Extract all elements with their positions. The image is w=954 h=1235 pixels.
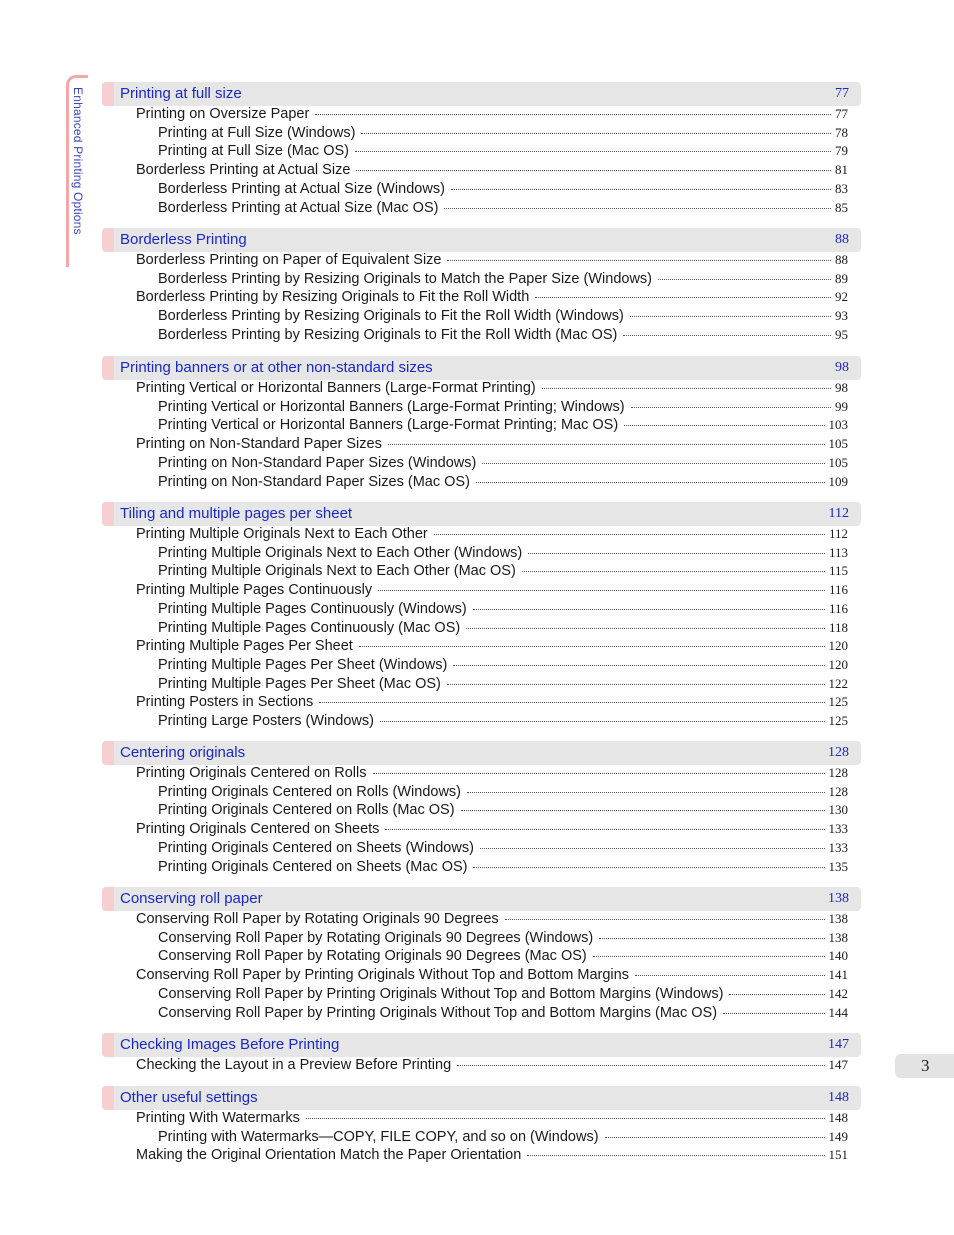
- section-page-number[interactable]: 138: [828, 891, 849, 906]
- dot-leader: [623, 335, 831, 336]
- dot-leader: [630, 316, 831, 317]
- toc-entry[interactable]: [158, 1129, 848, 1148]
- toc-entry-page-number: 95: [835, 326, 848, 342]
- toc-entry-page-number: 85: [835, 199, 848, 215]
- toc-entry-label: Printing Multiple Pages Continuously: [136, 582, 373, 599]
- toc-entry-label: Printing Originals Centered on Rolls (Windows): [158, 783, 462, 800]
- toc-entry-page-number: 98: [835, 380, 848, 395]
- toc-entry-page-number: 105: [828, 454, 848, 470]
- toc-entry-label: Printing on Non-Standard Paper Sizes (Windows): [158, 454, 477, 471]
- toc-entry[interactable]: [158, 181, 848, 200]
- toc-entry-label: Conserving Roll Paper by Printing Originals Without Top and Bottom Margins: [136, 967, 629, 984]
- toc-entry[interactable]: [158, 840, 848, 859]
- dot-leader: [447, 684, 825, 685]
- toc-entry[interactable]: [136, 1110, 848, 1129]
- toc-entry-label: Printing Multiple Originals Next to Each Other (Mac OS): [158, 563, 516, 580]
- dot-leader: [359, 646, 825, 647]
- toc-entry-page-number: 83: [835, 180, 848, 196]
- toc-entry[interactable]: [158, 327, 848, 346]
- section-title[interactable]: Printing banners or at other non-standard sizes: [120, 359, 433, 376]
- toc-entry[interactable]: [136, 162, 848, 181]
- toc-entry-label: Borderless Printing at Actual Size (Windows): [158, 180, 445, 197]
- side-tab-label: Enhanced Printing Options: [71, 87, 85, 235]
- toc-entry-label: Printing Originals Centered on Sheets: [136, 821, 380, 838]
- toc-entry-label: Borderless Printing by Resizing Originals to Fit the Roll Width (Mac OS): [158, 326, 618, 343]
- toc-entry-page-number: 81: [835, 162, 848, 178]
- section-page-number[interactable]: 147: [828, 1037, 849, 1052]
- toc-entry-page-number: 93: [835, 308, 848, 324]
- dot-leader: [451, 189, 831, 190]
- toc-entry-page-number: 89: [835, 270, 848, 286]
- toc-entry-page-number: 113: [828, 544, 848, 560]
- toc-entry-page-number: 118: [828, 619, 848, 635]
- toc-entry-label: Printing Multiple Originals Next to Each Other (Windows): [158, 544, 523, 561]
- toc-entry[interactable]: [158, 986, 848, 1005]
- toc-entry-page-number: 149: [828, 1128, 848, 1144]
- section-title[interactable]: Checking Images Before Printing: [120, 1036, 340, 1053]
- toc-entry-label: Printing Multiple Originals Next to Each Other: [136, 526, 428, 542]
- section-title[interactable]: Other useful settings: [120, 1089, 258, 1106]
- section-title[interactable]: Conserving roll paper: [120, 890, 263, 907]
- toc-entry-page-number: 125: [828, 694, 848, 710]
- toc-entry[interactable]: [158, 1005, 848, 1024]
- dot-leader: [444, 208, 831, 209]
- toc-entry-page-number: 141: [828, 967, 848, 983]
- toc-entry[interactable]: [158, 271, 848, 290]
- section-page-number[interactable]: 88: [835, 232, 849, 247]
- toc-entry-label: Printing Originals Centered on Sheets (Windows): [158, 839, 474, 856]
- dot-leader: [482, 463, 824, 464]
- section-header[interactable]: [102, 228, 861, 252]
- dot-leader: [505, 919, 825, 920]
- toc-entry-label: Printing Multiple Pages Per Sheet (Mac OS): [158, 675, 441, 692]
- toc-entry-page-number: 105: [828, 436, 848, 452]
- toc-entry-page-number: 103: [828, 417, 848, 433]
- toc-entry-label: Printing on Non-Standard Paper Sizes (Mac OS): [158, 473, 470, 490]
- toc-entry[interactable]: [136, 638, 848, 657]
- toc-entry-label: Borderless Printing on Paper of Equivalent Size: [136, 252, 442, 268]
- toc-entry-label: Printing Multiple Pages Per Sheet: [136, 638, 353, 655]
- dot-leader: [635, 975, 825, 976]
- toc-entry-label: Borderless Printing by Resizing Originals to Match the Paper Size (Windows): [158, 270, 653, 287]
- dot-leader: [467, 792, 824, 793]
- toc-entry-page-number: 88: [835, 252, 848, 267]
- toc-entry-page-number: 133: [828, 821, 848, 837]
- section-header[interactable]: [102, 887, 861, 911]
- toc-entry-page-number: 135: [828, 858, 848, 874]
- toc-entry-page-number: 147: [828, 1057, 848, 1072]
- toc-entry-page-number: 130: [828, 802, 848, 818]
- page-number-tab: [895, 1054, 954, 1078]
- dot-leader: [605, 1137, 825, 1138]
- dot-leader: [527, 1155, 824, 1156]
- toc-entry-label: Borderless Printing by Resizing Originals to Fit the Roll Width (Windows): [158, 308, 624, 325]
- toc-entry-label: Printing on Non-Standard Paper Sizes: [136, 436, 382, 453]
- toc-entry[interactable]: [158, 948, 848, 967]
- toc-entry-page-number: 99: [835, 398, 848, 414]
- toc-entry-page-number: 140: [828, 948, 848, 964]
- dot-leader: [378, 590, 825, 591]
- dot-leader: [729, 994, 824, 995]
- section-header[interactable]: [102, 741, 861, 765]
- toc-entry-label: Borderless Printing at Actual Size: [136, 162, 351, 179]
- toc-entry-label: Conserving Roll Paper by Printing Originals Without Top and Bottom Margins (Mac OS): [158, 1004, 718, 1021]
- toc-entry[interactable]: [158, 676, 848, 695]
- dot-leader: [306, 1118, 825, 1119]
- toc-entry-label: Printing Originals Centered on Rolls (Mac OS): [158, 802, 455, 819]
- toc-entry[interactable]: [136, 821, 848, 840]
- toc-entry-page-number: 138: [828, 929, 848, 945]
- toc-entry-page-number: 109: [828, 473, 848, 489]
- section-title[interactable]: Centering originals: [120, 744, 246, 761]
- toc-entry[interactable]: [136, 252, 848, 271]
- toc-entry-label: Borderless Printing by Resizing Originals to Fit the Roll Width: [136, 289, 530, 306]
- dot-leader: [315, 114, 831, 115]
- dot-leader: [356, 170, 831, 171]
- toc-entry[interactable]: [158, 143, 848, 162]
- toc-entry-label: Printing at Full Size (Mac OS): [158, 143, 349, 160]
- toc-entry-page-number: 125: [828, 713, 848, 728]
- dot-leader: [388, 444, 825, 445]
- section-header[interactable]: [102, 502, 861, 526]
- dot-leader: [473, 867, 824, 868]
- toc-entry-label: Printing Posters in Sections: [136, 694, 314, 711]
- dot-leader: [461, 810, 825, 811]
- toc-entry-page-number: 79: [835, 143, 848, 159]
- dot-leader: [466, 628, 825, 629]
- toc-entry[interactable]: [158, 802, 848, 821]
- toc-entry-label: Conserving Roll Paper by Printing Originals Without Top and Bottom Margins (Windows): [158, 985, 724, 1002]
- toc-entry-page-number: 148: [828, 1110, 848, 1125]
- toc-entry[interactable]: [158, 713, 848, 732]
- toc-entry-label: Borderless Printing at Actual Size (Mac OS): [158, 199, 439, 216]
- toc-entry[interactable]: [158, 200, 848, 219]
- dot-leader: [473, 609, 825, 610]
- toc-entry[interactable]: [158, 474, 848, 493]
- toc-entry[interactable]: [158, 125, 848, 144]
- toc-entry-label: Conserving Roll Paper by Rotating Originals 90 Degrees (Mac OS): [158, 948, 587, 965]
- dot-leader: [434, 534, 825, 535]
- toc-entry-page-number: 142: [828, 985, 848, 1001]
- toc-entry-label: Printing Large Posters (Windows): [158, 713, 374, 729]
- toc-entry-label: Printing Multiple Pages Continuously (Windows): [158, 600, 467, 617]
- toc-entry[interactable]: [158, 859, 848, 878]
- toc-entry[interactable]: [136, 765, 848, 784]
- page-number: 3: [921, 1056, 930, 1075]
- toc-entry[interactable]: [158, 601, 848, 620]
- toc-entry-label: Printing Originals Centered on Rolls: [136, 765, 367, 781]
- section-page-number[interactable]: 112: [828, 506, 849, 521]
- toc-entry[interactable]: [158, 563, 848, 582]
- toc-entry-page-number: 133: [828, 839, 848, 855]
- toc-entry[interactable]: [158, 620, 848, 639]
- toc-entry-label: Checking the Layout in a Preview Before Printing: [136, 1057, 452, 1073]
- toc-entry[interactable]: [158, 784, 848, 803]
- toc-entry-page-number: 144: [828, 1004, 848, 1020]
- toc-entry[interactable]: [158, 455, 848, 474]
- dot-leader: [593, 956, 825, 957]
- dot-leader: [480, 848, 825, 849]
- dot-leader: [361, 133, 831, 134]
- toc-entry-label: Printing Originals Centered on Sheets (Mac OS): [158, 858, 468, 875]
- toc-entry-page-number: 120: [828, 638, 848, 654]
- toc-entry-page-number: 128: [828, 765, 848, 780]
- toc-entry-label: Conserving Roll Paper by Rotating Originals 90 Degrees: [136, 911, 499, 927]
- section-title[interactable]: Printing at full size: [120, 85, 242, 102]
- toc-entry-label: Printing With Watermarks: [136, 1110, 300, 1126]
- section-header[interactable]: [102, 82, 861, 106]
- toc-entry-page-number: 151: [828, 1147, 848, 1163]
- toc-entry-page-number: 116: [828, 600, 848, 616]
- dot-leader: [373, 773, 825, 774]
- toc-entry[interactable]: [136, 1147, 848, 1166]
- dot-leader: [355, 151, 831, 152]
- toc-entry-page-number: 92: [835, 289, 848, 305]
- dot-leader: [447, 260, 831, 261]
- dot-leader: [542, 388, 831, 389]
- toc-entry-label: Printing Vertical or Horizontal Banners (Large-Format Printing; Mac OS): [158, 417, 619, 434]
- toc-entry[interactable]: [158, 545, 848, 564]
- toc-entry-page-number: 115: [828, 563, 848, 579]
- toc-entry[interactable]: [136, 967, 848, 986]
- toc-entry[interactable]: [136, 911, 848, 930]
- toc-entry[interactable]: [136, 694, 848, 713]
- toc-entry-page-number: 116: [828, 582, 848, 598]
- section-header[interactable]: [102, 1086, 861, 1110]
- dot-leader: [535, 297, 831, 298]
- section-title[interactable]: Tiling and multiple pages per sheet: [120, 505, 353, 522]
- section-page-number[interactable]: 98: [835, 360, 849, 375]
- toc-entry-page-number: 122: [828, 675, 848, 691]
- toc-entry-page-number: 138: [828, 911, 848, 926]
- dot-leader: [453, 665, 824, 666]
- dot-leader: [319, 702, 824, 703]
- toc-entry-label: Printing at Full Size (Windows): [158, 124, 356, 141]
- toc-entry[interactable]: [136, 106, 848, 125]
- dot-leader: [476, 482, 825, 483]
- toc-entry-label: Printing Multiple Pages Continuously (Mac OS): [158, 619, 461, 636]
- toc-entry-page-number: 78: [835, 124, 848, 140]
- toc-entry-label: Making the Original Orientation Match the Paper Orientation: [136, 1147, 522, 1164]
- toc-entry[interactable]: [158, 399, 848, 418]
- dot-leader: [631, 407, 831, 408]
- dot-leader: [380, 721, 825, 722]
- toc-entry-label: Printing Multiple Pages Per Sheet (Windows): [158, 656, 448, 673]
- toc-entry-label: Printing Vertical or Horizontal Banners (Large-Format Printing): [136, 380, 536, 396]
- toc-entry-page-number: 128: [828, 783, 848, 799]
- section-header[interactable]: [102, 356, 861, 380]
- dot-leader: [624, 425, 824, 426]
- dot-leader: [658, 279, 831, 280]
- toc-entry[interactable]: [136, 1057, 848, 1076]
- dot-leader: [723, 1013, 824, 1014]
- toc-entry-page-number: 120: [828, 656, 848, 672]
- section-page-number[interactable]: 128: [828, 745, 849, 760]
- toc-entry-page-number: 112: [828, 526, 848, 541]
- toc-entry-page-number: 77: [835, 106, 848, 121]
- toc-entry[interactable]: [136, 526, 848, 545]
- toc-entry[interactable]: [158, 657, 848, 676]
- toc-entry-label: Printing Vertical or Horizontal Banners (Large-Format Printing; Windows): [158, 398, 625, 415]
- toc-entry[interactable]: [158, 417, 848, 436]
- toc-entry-label: Printing with Watermarks—COPY, FILE COPY, and so on (Windows): [158, 1128, 599, 1145]
- toc-entry[interactable]: [136, 289, 848, 308]
- toc-entry[interactable]: [158, 930, 848, 949]
- toc-entry-label: Conserving Roll Paper by Rotating Originals 90 Degrees (Windows): [158, 929, 594, 946]
- toc-entry[interactable]: [136, 582, 848, 601]
- section-title[interactable]: Borderless Printing: [120, 231, 247, 248]
- dot-leader: [599, 938, 824, 939]
- toc-entry[interactable]: [136, 380, 848, 399]
- section-header[interactable]: [102, 1033, 861, 1057]
- section-page-number[interactable]: 148: [828, 1090, 849, 1105]
- section-page-number[interactable]: 77: [835, 86, 849, 101]
- dot-leader: [522, 571, 825, 572]
- toc-entry-label: Printing on Oversize Paper: [136, 106, 310, 122]
- dot-leader: [528, 553, 825, 554]
- toc-entry[interactable]: [158, 308, 848, 327]
- dot-leader: [457, 1065, 824, 1066]
- dot-leader: [385, 829, 824, 830]
- toc-entry[interactable]: [136, 436, 848, 455]
